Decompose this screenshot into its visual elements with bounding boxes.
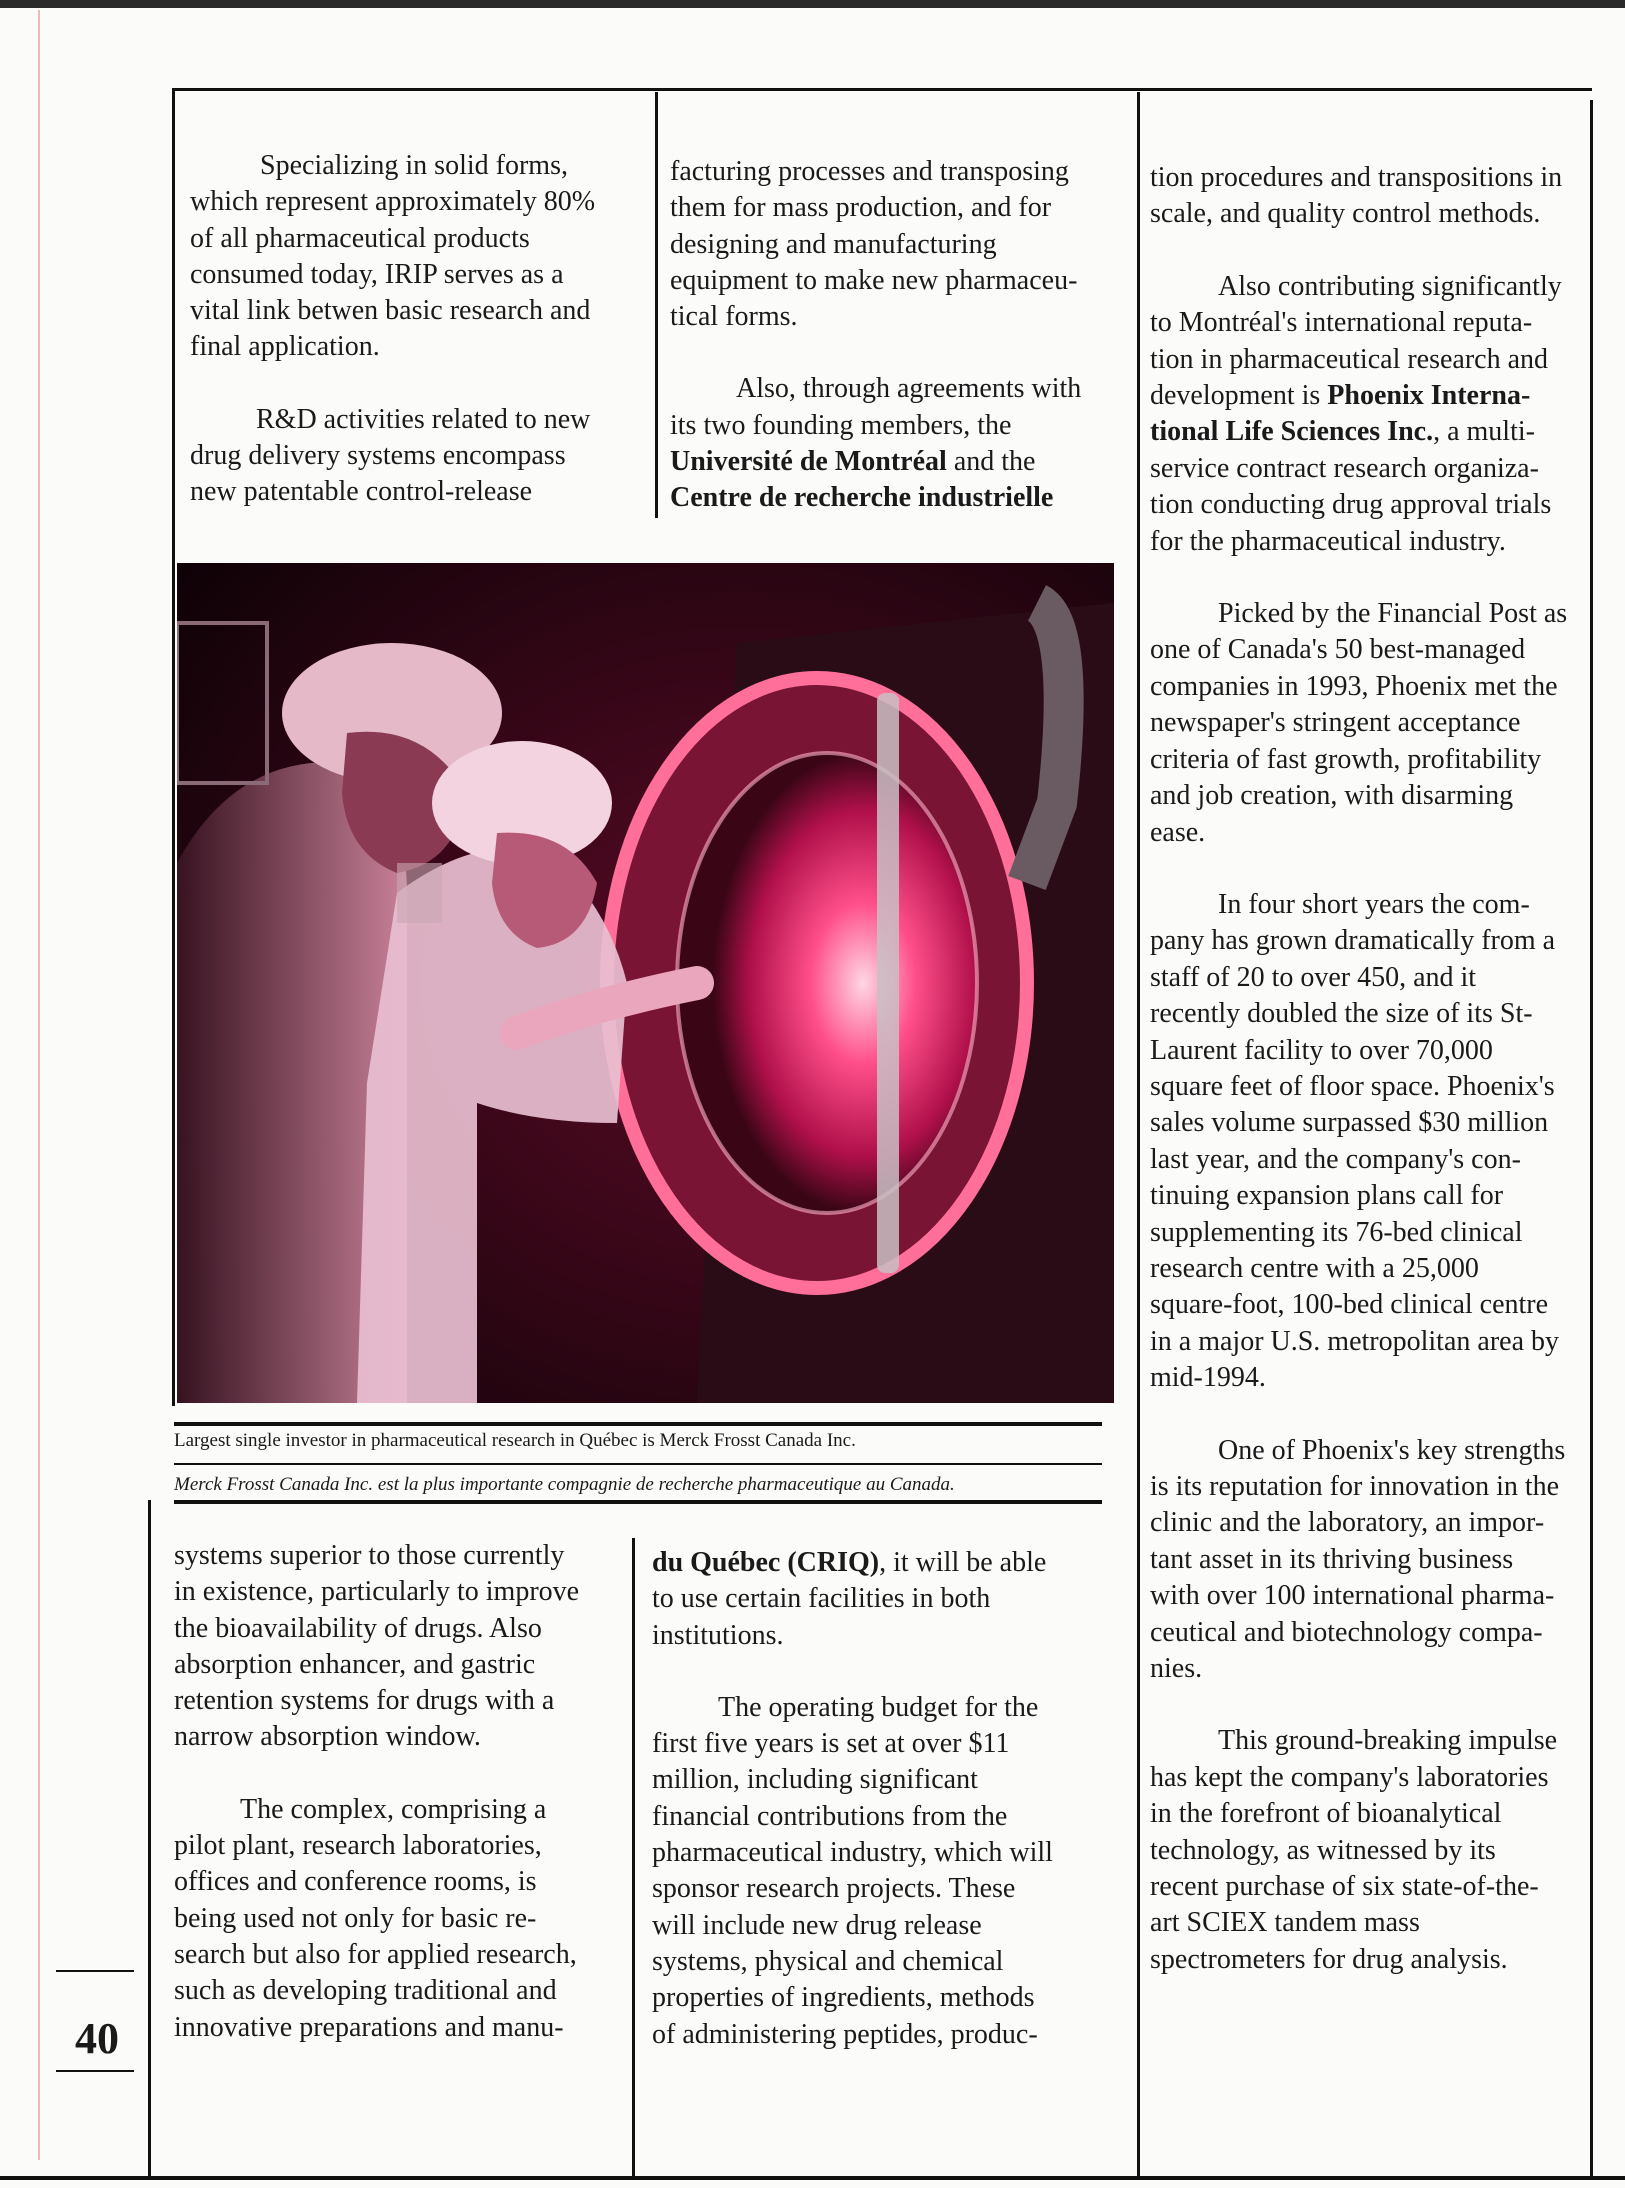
text-line: institutions. [652,1619,784,1651]
text-line: million, including significant [652,1764,978,1796]
text-line [670,444,1081,480]
text-line: drug delivery systems encompass [190,440,566,472]
text-line: tinuing expansion plans call for [1150,1180,1504,1212]
text-line: Specializing in solid forms, [260,150,568,181]
text-line: for the pharmaceutical industry. [1150,525,1506,557]
text-line [1150,378,1567,414]
text-line: ceutical and biotechnology compa- [1150,1616,1543,1648]
text-line: The complex, comprising a [240,1793,547,1825]
text-line: narrow absorption window. [174,1721,481,1753]
text-line: pany has grown dramatically from a [1150,925,1556,957]
text-fragment: development is [1150,380,1321,412]
text-line: spectrometers for drug analysis. [1150,1943,1508,1975]
page-number-rule-top [56,1970,134,1972]
text-line: scale, and quality control methods. [1150,198,1541,230]
text-line: absorption enhancer, and gastric [174,1648,536,1680]
text-line [670,480,1081,516]
text-line: facturing processes and transposing [670,156,1069,187]
text-line: which represent approximately 80% [190,186,596,218]
text-line: designing and manufacturing [670,228,997,260]
text-line: nies. [1150,1653,1203,1685]
text-line: service contract research organiza- [1150,452,1539,484]
text-line: will include new drug release [652,1909,982,1941]
text-line: search but also for applied research, [174,1938,577,1970]
text-line: Also contributing significantly [1218,270,1562,302]
column-bottom-left [174,1538,579,2046]
text-line: tant asset in its thriving business [1150,1543,1514,1575]
text-line [1150,414,1567,450]
text-line: and job creation, with disarming [1150,780,1514,812]
text-line: to use certain facilities in both [652,1583,991,1615]
column-top-middle [670,154,1081,517]
text-line: offices and conference rooms, is [174,1866,537,1898]
text-line: sponsor research projects. These [652,1873,1016,1905]
text-fragment: , a multi- [1433,416,1535,448]
text-line: technology, as witnessed by its [1150,1834,1496,1866]
text-line: final application. [190,331,380,363]
text-line: recent purchase of six state-of-the- [1150,1871,1539,1903]
text-line: financial contributions from the [652,1800,1008,1832]
caption-rule-top [174,1422,1102,1426]
divider-bottom-1 [632,1538,635,2180]
text-line: to Montréal's international reputa- [1150,307,1533,339]
text-line: Also, through agreements with [736,373,1082,405]
text-line: ease. [1150,816,1206,848]
text-line: pilot plant, research laboratories, [174,1830,542,1862]
text-line: last year, and the company's con- [1150,1143,1521,1175]
text-line: Picked by the Financial Post as [1218,598,1568,630]
page-number-rule-bottom [56,2070,134,2072]
text-line: Laurent facility to over 70,000 [1150,1034,1493,1066]
text-line: square-foot, 100-bed clinical centre [1150,1289,1549,1321]
text-line: mid-1994. [1150,1362,1266,1394]
frame-left-top [172,88,175,1406]
text-line: being used not only for basic re- [174,1902,537,1934]
text-line: pharmaceutical industry, which will [652,1837,1053,1869]
text-line: equipment to make new pharmaceu- [670,264,1078,296]
text-line: consumed today, IRIP serves as a [190,258,564,290]
text-line: tion conducting drug approval trials [1150,489,1552,521]
caption-french: Merck Frosst Canada Inc. est la plus importante compagnie de recherche pharmaceutique au Canada. [174,1474,955,1495]
bold-institution: Université de Montréal [670,446,947,478]
text-line: in the forefront of bioanalytical [1150,1798,1502,1830]
text-line: recently doubled the size of its St- [1150,998,1533,1030]
lab-photo-illustration [177,563,1114,1403]
text-line: in existence, particularly to improve [174,1576,580,1608]
text-line: systems superior to those currently [174,1540,565,1571]
text-line: art SCIEX tandem mass [1150,1907,1420,1939]
text-line: innovative preparations and manu- [174,2011,564,2043]
margin-line [38,10,40,2160]
text-line: such as developing traditional and [174,1975,557,2007]
text-line: in a major U.S. metropolitan area by [1150,1325,1559,1357]
text-line: One of Phoenix's key strengths [1218,1434,1566,1466]
frame-right [1590,100,1593,2180]
text-line: criteria of fast growth, profitability [1150,743,1542,775]
text-line: This ground-breaking impulse [1218,1725,1558,1757]
text-line: companies in 1993, Phoenix met the [1150,670,1558,702]
column-bottom-middle [652,1545,1053,2053]
divider-right [1137,92,1140,2180]
text-line: retention systems for drugs with a [174,1685,555,1717]
column-right [1150,160,1567,1978]
text-line: R&D activities related to new [256,403,591,435]
text-line: clinic and the laboratory, an impor- [1150,1507,1545,1539]
lab-photo [177,563,1114,1403]
text-line: properties of ingredients, methods [652,1982,1035,2014]
frame-left-bottom [148,1500,151,2180]
text-line: first five years is set at over $11 [652,1728,1010,1760]
caption-rule-middle [174,1463,1102,1465]
bold-company: Phoenix Interna- [1327,380,1531,412]
text-line: vital link betwen basic research and [190,295,591,327]
page-number: 40 [75,2014,119,2063]
frame-bottom [0,2176,1625,2180]
text-line: its two founding members, the [670,409,1012,441]
text-line: systems, physical and chemical [652,1945,1004,1977]
text-line: with over 100 international pharma- [1150,1580,1555,1612]
divider-top-1 [655,92,658,518]
text-line: of administering peptides, produc- [652,2018,1038,2050]
text-line: the bioavailability of drugs. Also [174,1612,542,1644]
text-line [652,1545,1053,1581]
text-line: one of Canada's 50 best-managed [1150,634,1526,666]
bold-institution: Centre de recherche industrielle [670,482,1054,514]
text-line: staff of 20 to over 450, and it [1150,961,1477,993]
bold-institution: du Québec (CRIQ) [652,1547,880,1578]
text-line: research centre with a 25,000 [1150,1252,1479,1284]
caption-rule-bottom [174,1500,1102,1504]
text-line: newspaper's stringent acceptance [1150,707,1521,739]
text-line: sales volume surpassed $30 million [1150,1107,1549,1139]
text-line: new patentable control-release [190,476,533,508]
text-line: tical forms. [670,301,798,333]
text-line: has kept the company's laboratories [1150,1761,1549,1793]
text-line: supplementing its 76-bed clinical [1150,1216,1523,1248]
text-line: is its reputation for innovation in the [1150,1471,1560,1502]
text-fragment: and the [953,446,1036,478]
text-line: tion in pharmaceutical research and [1150,343,1549,375]
text-line: In four short years the com- [1218,888,1530,920]
text-line: tion procedures and transpositions in [1150,162,1563,193]
text-line: of all pharmaceutical products [190,222,530,254]
caption-english: Largest single investor in pharmaceutical research in Québec is Merck Frosst Canada Inc. [174,1430,856,1451]
text-fragment: , it will be able [879,1547,1047,1578]
top-border [0,0,1625,8]
text-line: square feet of floor space. Phoenix's [1150,1070,1555,1102]
text-line: them for mass production, and for [670,192,1052,224]
frame-top [172,88,1592,91]
column-top-left [190,148,595,511]
text-line: The operating budget for the [718,1691,1039,1723]
bold-company: tional Life Sciences Inc. [1150,416,1434,448]
